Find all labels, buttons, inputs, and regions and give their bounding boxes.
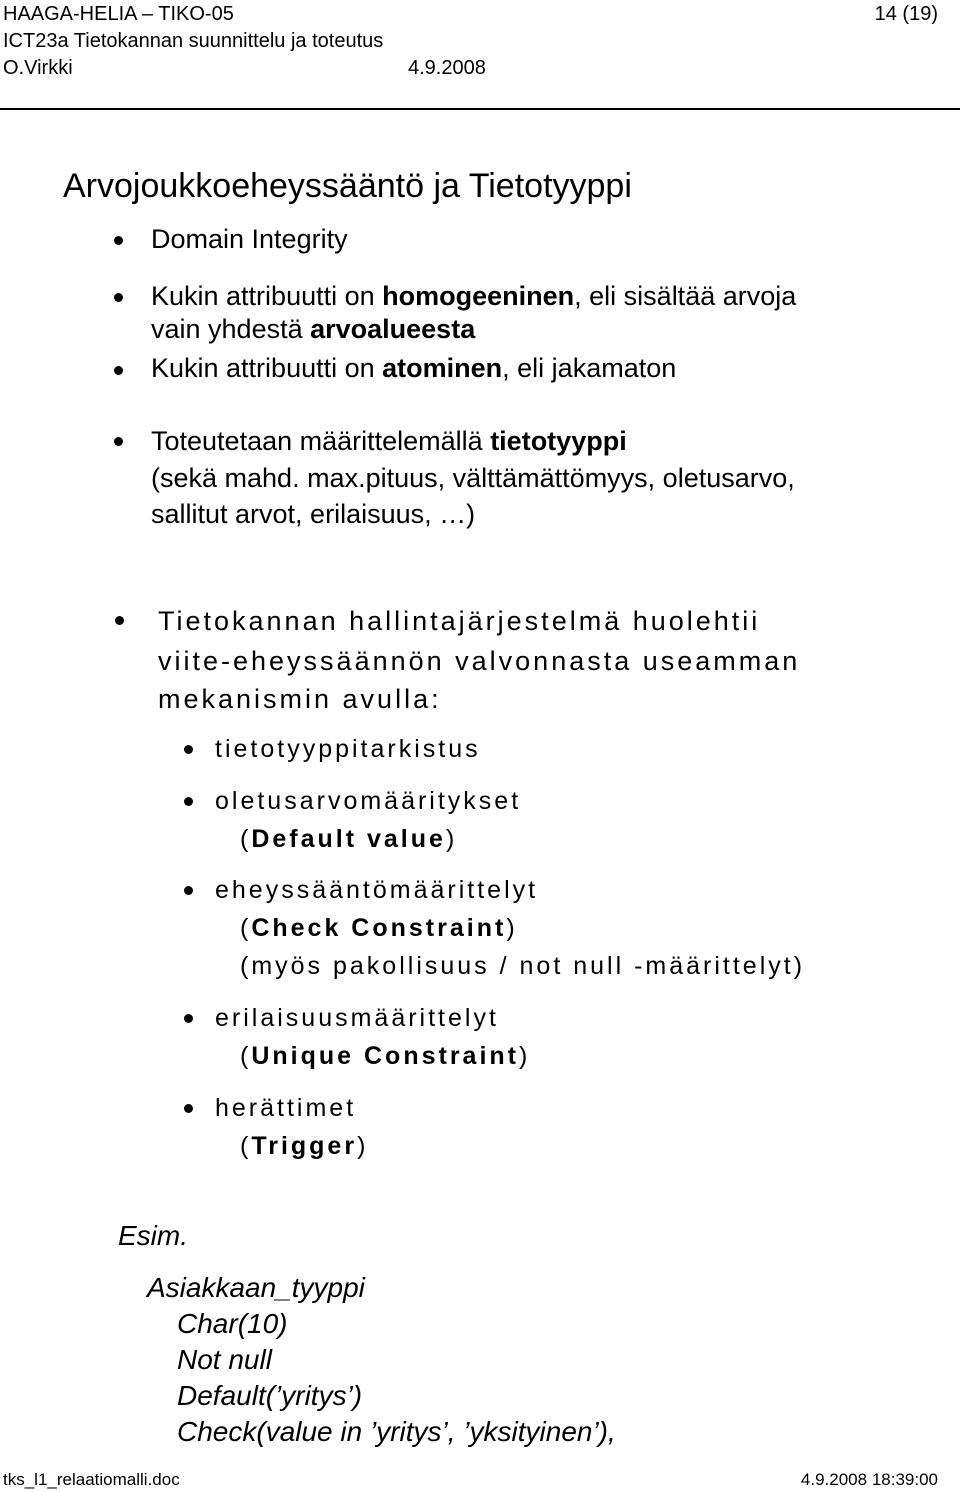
bullet-icon	[114, 293, 123, 302]
example-line: Not null	[177, 1344, 272, 1375]
item-check: eheyssääntömäärittelyt	[215, 876, 539, 904]
item-trigger: herättimet	[215, 1094, 357, 1122]
bullet-homogeneous: Kukin attribuutti on homogeeninen, eli sisältää arvoja	[151, 281, 797, 311]
bullet-datatype: Toteutetaan määrittelemällä tietotyyppi	[151, 426, 627, 456]
header-org: HAAGA-HELIA – TIKO-05	[3, 3, 234, 25]
example-line: Default(’yritys’)	[177, 1380, 363, 1411]
bullet-icon	[114, 437, 123, 446]
item-defaults-paren: (Default value)	[240, 825, 458, 853]
bullet-atomic: Kukin attribuutti on atominen, eli jakamaton	[151, 353, 677, 383]
item-unique-paren: (Unique Constraint)	[240, 1042, 531, 1070]
bullet-datatype-line2: (sekä mahd. max.pituus, välttämättömyys, oletusarvo,	[151, 463, 795, 493]
dbms-line2: viite-eheyssäännön valvonnasta useamman	[158, 646, 801, 676]
item-trigger-paren: (Trigger)	[240, 1132, 369, 1160]
item-defaults: oletusarvomääritykset	[215, 787, 522, 815]
bullet-icon	[115, 616, 124, 625]
item-unique: erilaisuusmäärittelyt	[215, 1004, 499, 1032]
course-name: ICT23a Tietokannan suunnittelu ja toteutus	[3, 30, 384, 52]
footer-filename: tks_l1_relaatiomalli.doc	[3, 1470, 180, 1489]
dbms-line1: Tietokannan hallintajärjestelmä huolehtii	[158, 606, 761, 636]
example-line: Check(value in ’yritys’, ’yksityinen’),	[177, 1416, 616, 1447]
item-check-note: (myös pakollisuus / not null -määrittelyt)	[240, 952, 806, 980]
bullet-icon	[184, 1014, 193, 1023]
page-title: Arvojoukkoeheyssääntö ja Tietotyyppi	[63, 167, 632, 205]
page-number: 14 (19)	[874, 3, 938, 25]
bullet-datatype-line3: sallitut arvot, erilaisuus, …)	[151, 499, 476, 529]
bullet-icon	[184, 886, 193, 895]
bullet-icon	[184, 745, 193, 754]
bullet-homogeneous-cont: vain yhdestä arvoalueesta	[151, 314, 476, 344]
bullet-icon	[184, 797, 193, 806]
dbms-line3: mekanismin avulla:	[158, 684, 442, 714]
bullet-domain-integrity: Domain Integrity	[151, 224, 348, 254]
header-date: 4.9.2008	[408, 57, 486, 79]
bullet-icon	[114, 236, 123, 245]
bullet-icon	[114, 366, 123, 375]
example-line: Char(10)	[177, 1308, 288, 1339]
example-label: Esim.	[118, 1220, 188, 1251]
item-type-check: tietotyyppitarkistus	[215, 735, 481, 763]
item-check-paren: (Check Constraint)	[240, 914, 518, 942]
example-line: Asiakkaan_tyyppi	[147, 1272, 365, 1303]
header-rule	[0, 108, 960, 110]
bullet-icon	[184, 1104, 193, 1113]
author: O.Virkki	[3, 57, 73, 79]
footer-timestamp: 4.9.2008 18:39:00	[800, 1470, 938, 1489]
